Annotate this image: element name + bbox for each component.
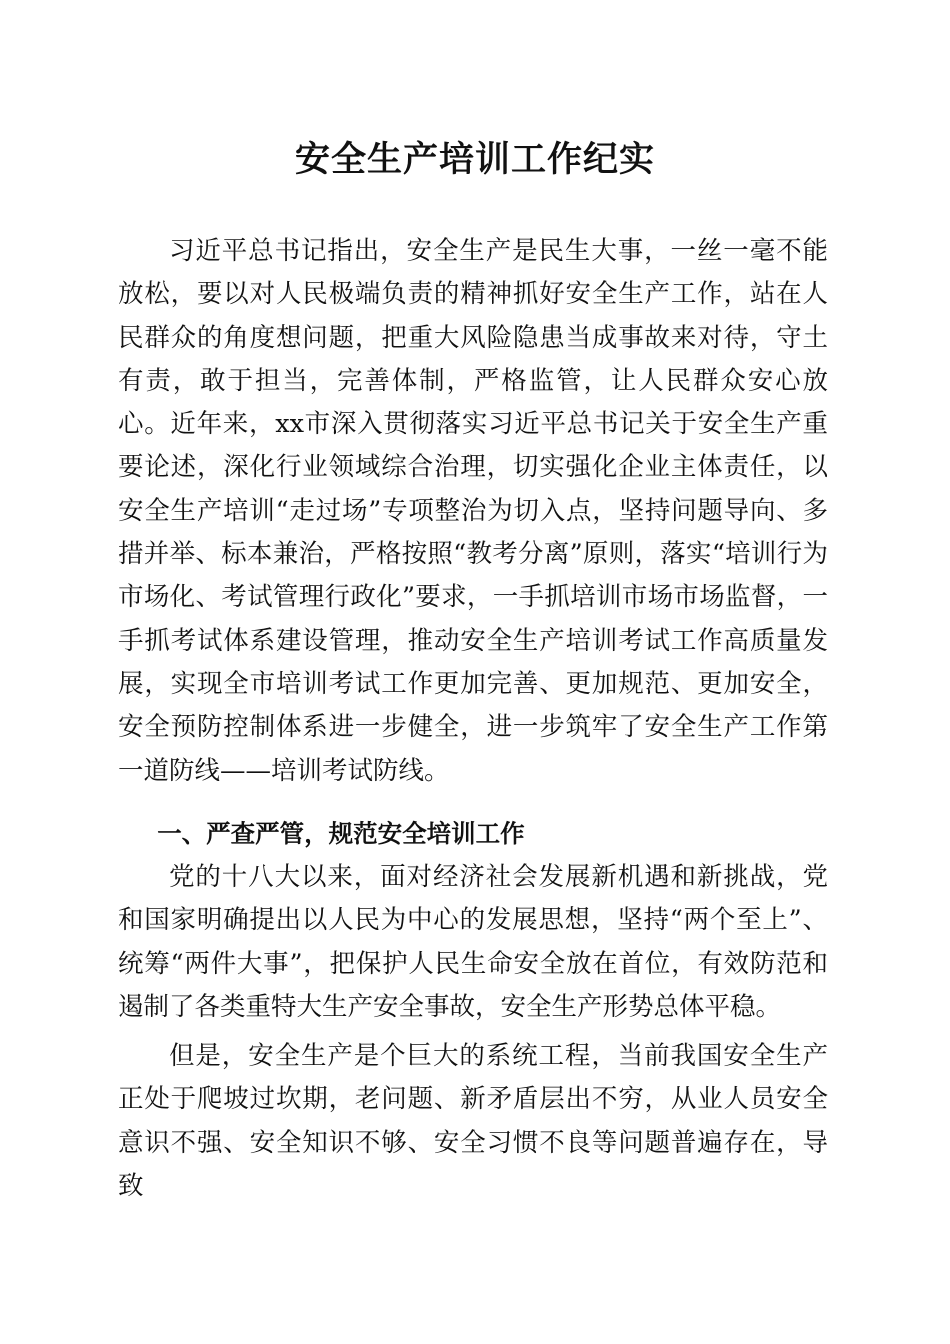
section-heading: 一、严查严管，规范安全培训工作 [157, 819, 525, 848]
document-title: 安全生产培训工作纪实 [294, 140, 655, 180]
body-paragraph: 党的十八大以来，面对经济社会发展新机遇和新挑战，党和国家明确提出以人民为中心的发展思想，坚持“两个至上”、统筹“两件大事”，把保护人民生命安全放在首位，有效防范和遏制了各类重特大生产安全事故，安全生产形势总体平稳。 [118, 862, 828, 1022]
intro-paragraph: 习近平总书记指出，安全生产是民生大事，一丝一毫不能放松，要以对人民极端负责的精神抓好安全生产工作，站在人民群众的角度想问题，把重大风险隐患当成事故来对待，守土有责，敢于担当，完善体制，严格监管，让人民群众安心放心。近年来，xx市深入贯彻落实习近平总书记关于安全生产重要论述，深化行业领域综合治理，切实强化企业主体责任，以安全生产培训“走过场”专项整治为切入点，坚持问题导向、多措并举、标本兼治，严格按照“教考分离”原则，落实“培训行为市场化、考试管理行政化”要求，一手抓培训市场市场监督，一手抓考试体系建设管理，推动安全生产培训考试工作高质量发展，实现全市培训考试工作更加完善、更加规范、更加安全，安全预防控制体系进一步健全，进一步筑牢了安全生产工作第一道防线——培训考试防线。 [118, 236, 828, 786]
body-paragraph: 但是，安全生产是个巨大的系统工程，当前我国安全生产正处于爬坡过坎期，老问题、新矛盾层出不穷，从业人员安全意识不强、安全知识不够、安全习惯不良等问题普遍存在，导致 [118, 1041, 828, 1201]
